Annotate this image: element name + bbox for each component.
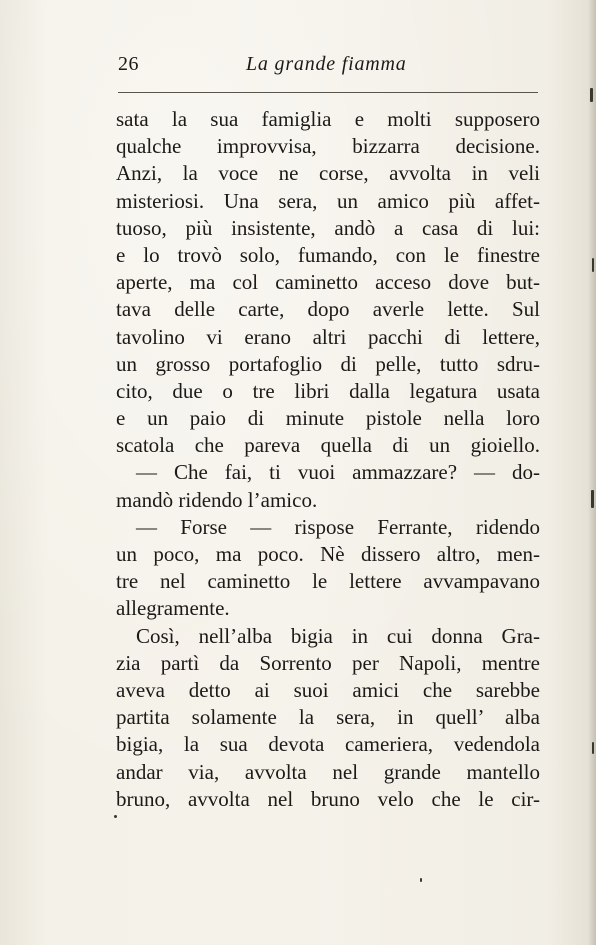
text-line: qualche improvvisa, bizzarra decisione.: [116, 134, 540, 159]
page-edge-shadow: [588, 0, 596, 945]
text-line: Così, nell’alba bigia in cui donna Gra-: [136, 623, 540, 648]
text-line: e lo trovò solo, fumando, con le finestre: [116, 242, 540, 267]
text-line: aperte, ma col caminetto acceso dove but-: [116, 270, 540, 295]
page-number: 26: [118, 53, 139, 75]
text-line: bigia, la sua devota cameriera, vedendola: [116, 732, 540, 757]
text-line: tre nel caminetto le lettere avvampavano: [116, 569, 540, 594]
text-line: un grosso portafoglio di pelle, tutto sdru-: [116, 351, 540, 376]
text-line: misteriosi. Una sera, un amico più affet-: [116, 188, 540, 213]
text-line: tuoso, più insistente, andò a casa di lui:: [116, 215, 540, 240]
scan-speck: [590, 88, 593, 102]
text-line: — Che fai, ti vuoi ammazzare? — do-: [136, 460, 540, 485]
header-rule: [118, 92, 538, 93]
text-line: aveva detto ai suoi amici che sarebbe: [116, 677, 540, 702]
scan-speck: [592, 742, 594, 754]
page-header: [118, 53, 538, 83]
body-text: [116, 106, 540, 813]
text-line: allegramente.: [116, 596, 230, 621]
scan-speck: [420, 878, 422, 882]
text-line: zia partì da Sorrento per Napoli, mentre: [116, 650, 540, 675]
scan-speck: [591, 490, 594, 508]
text-line: partita solamente la sera, in quell’ alba: [116, 705, 540, 730]
text-line: e un paio di minute pistole nella loro: [116, 406, 540, 431]
text-line: andar via, avvolta nel grande mantello: [116, 759, 540, 784]
text-line: scatola che pareva quella di un gioiello.: [116, 433, 540, 458]
text-line: sata la sua famiglia e molti supposero: [116, 107, 540, 131]
running-title: La grande fiamma: [246, 53, 407, 75]
text-line: Anzi, la voce ne corse, avvolta in veli: [116, 161, 540, 186]
text-line: tava delle carte, dopo averle lette. Sul: [116, 297, 540, 322]
scan-speck: [592, 258, 594, 272]
text-line: bruno, avvolta nel bruno velo che le cir-: [116, 786, 540, 811]
text-line: tavolino vi erano altri pacchi di lettere,: [116, 324, 540, 349]
text-line: mandò ridendo l’amico.: [116, 487, 318, 512]
text-line: — Forse — rispose Ferrante, ridendo: [136, 514, 540, 539]
scan-speck: [114, 815, 117, 818]
text-line: un poco, ma poco. Nè dissero altro, men-: [116, 542, 540, 566]
text-line: cito, due o tre libri dalla legatura usata: [116, 378, 540, 403]
